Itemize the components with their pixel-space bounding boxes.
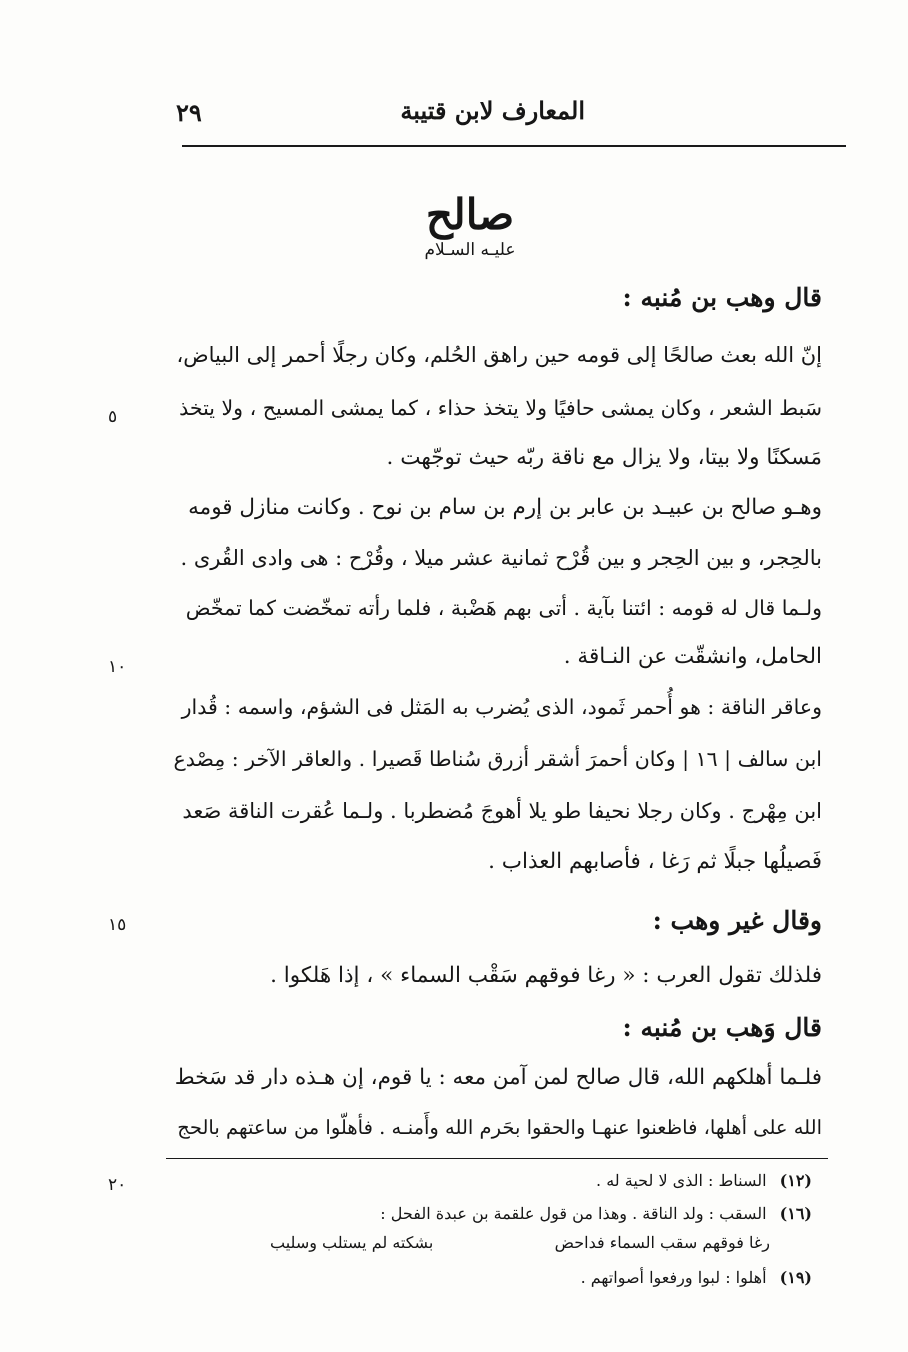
footnote (380, 1203, 812, 1225)
footnote-text: السناط : الذى لا لحية له . (596, 1171, 767, 1190)
header-rule (182, 145, 846, 147)
footnote-number: (١٦) (779, 1204, 812, 1223)
margin-line-number: ١٠ (108, 657, 127, 677)
footnote (581, 1267, 812, 1289)
margin-line-number: ٢٠ (108, 1175, 127, 1195)
body-line: فلـما أهلكهم الله، قال صالح لمن آمن معه : يا قوم، إن هـذه دار قد سَخط (174, 1065, 822, 1090)
footnote-rule (166, 1158, 828, 1159)
body-line: سَبط الشعر ، وكان يمشى حافيًا ولا يتخذ حذاء ، كما يمشى المسيح ، ولا يتخذ (179, 396, 822, 420)
footnote-number: (١٩) (779, 1268, 812, 1287)
body-line: قال وَهب بن مُنبه : (622, 1013, 822, 1042)
body-line: وعاقر الناقة : هو أُحمر ثَمود، الذى يُضرب به المَثل فى الشؤم، واسمه : قُدار (181, 695, 822, 719)
body-line: ابن مِهْرج . وكان رجلا نحيفا طو يلا أهوجَ مُضطربا . ولـما عُقرت الناقة صَعد (182, 799, 822, 823)
body-line: فلذلك تقول العرب : « رغا فوقهم سَقْب السماء » ، إذا هَلكوا . (270, 963, 822, 988)
body-line: قال وهب بن مُنبه : (622, 283, 822, 312)
body-line: إنّ الله بعث صالحًا إلى قومه حين راهق الحُلم، وكان رجلًا أحمر إلى البياض، (176, 343, 822, 367)
margin-line-number: ١٥ (108, 915, 127, 935)
page-number: ٢٩ (176, 98, 202, 127)
body-line: ابن سالف | ١٦ | وكان أحمرَ أشقر أزرق سُناطا قَصيرا . والعاقر الآخر : مِصْدع (173, 747, 822, 771)
body-line: وهـو صالح بن عبيـد بن عابر بن إرم بن سام بن نوح . وكانت منازل قومه (188, 495, 822, 520)
chapter-title: صالح (425, 190, 515, 239)
body-line: ولـما قال له قومه : ائتنا بآية . أتى بهم هَضْبة ، فلما رأته تمخّضت كما تمخّض (185, 596, 822, 620)
body-line: الله على أهلها، فاظعنوا عنهـا والحقوا بحَرم الله وأَمنـه . فأهلّوا من ساعتهم بالحج (177, 1116, 822, 1139)
body-line: بالحِجر، و بين الحِجر و بين قُرْح ثمانية عشر ميلا ، وقُرْح : هى وادى القُرى . (180, 546, 822, 570)
footnote-text: أهلوا : لبوا ورفعوا أصواتهم . (580, 1268, 767, 1287)
margin-line-number: ٥ (108, 407, 118, 427)
body-line: فَصيلُها جبلًا ثم رَغا ، فأصابهم العذاب . (488, 849, 822, 874)
footnote (596, 1170, 812, 1192)
running-title: المعارف لابن قتيبة (400, 96, 585, 125)
body-line: وقال غير وهب : (652, 906, 822, 935)
footnote-verse (270, 1232, 770, 1254)
verse-hemistich-first: رغا فوقهم سقب السماء فداحض (554, 1233, 770, 1252)
body-line: مَسكنًا ولا بيتا، ولا يزال مع ناقة ربّه حيث توجّهت . (386, 445, 822, 470)
footnote-number: (١٢) (779, 1171, 812, 1190)
verse-hemistich-second: بشكته لم يستلب وسليب (270, 1233, 434, 1252)
chapter-subtitle: عليـه السـلام (424, 240, 516, 260)
body-line: الحامل، وانشقّت عن النـاقة . (563, 644, 822, 669)
footnote-text: السقب : ولد الناقة . وهذا من قول علقمة بن عبدة الفحل : (380, 1204, 767, 1223)
